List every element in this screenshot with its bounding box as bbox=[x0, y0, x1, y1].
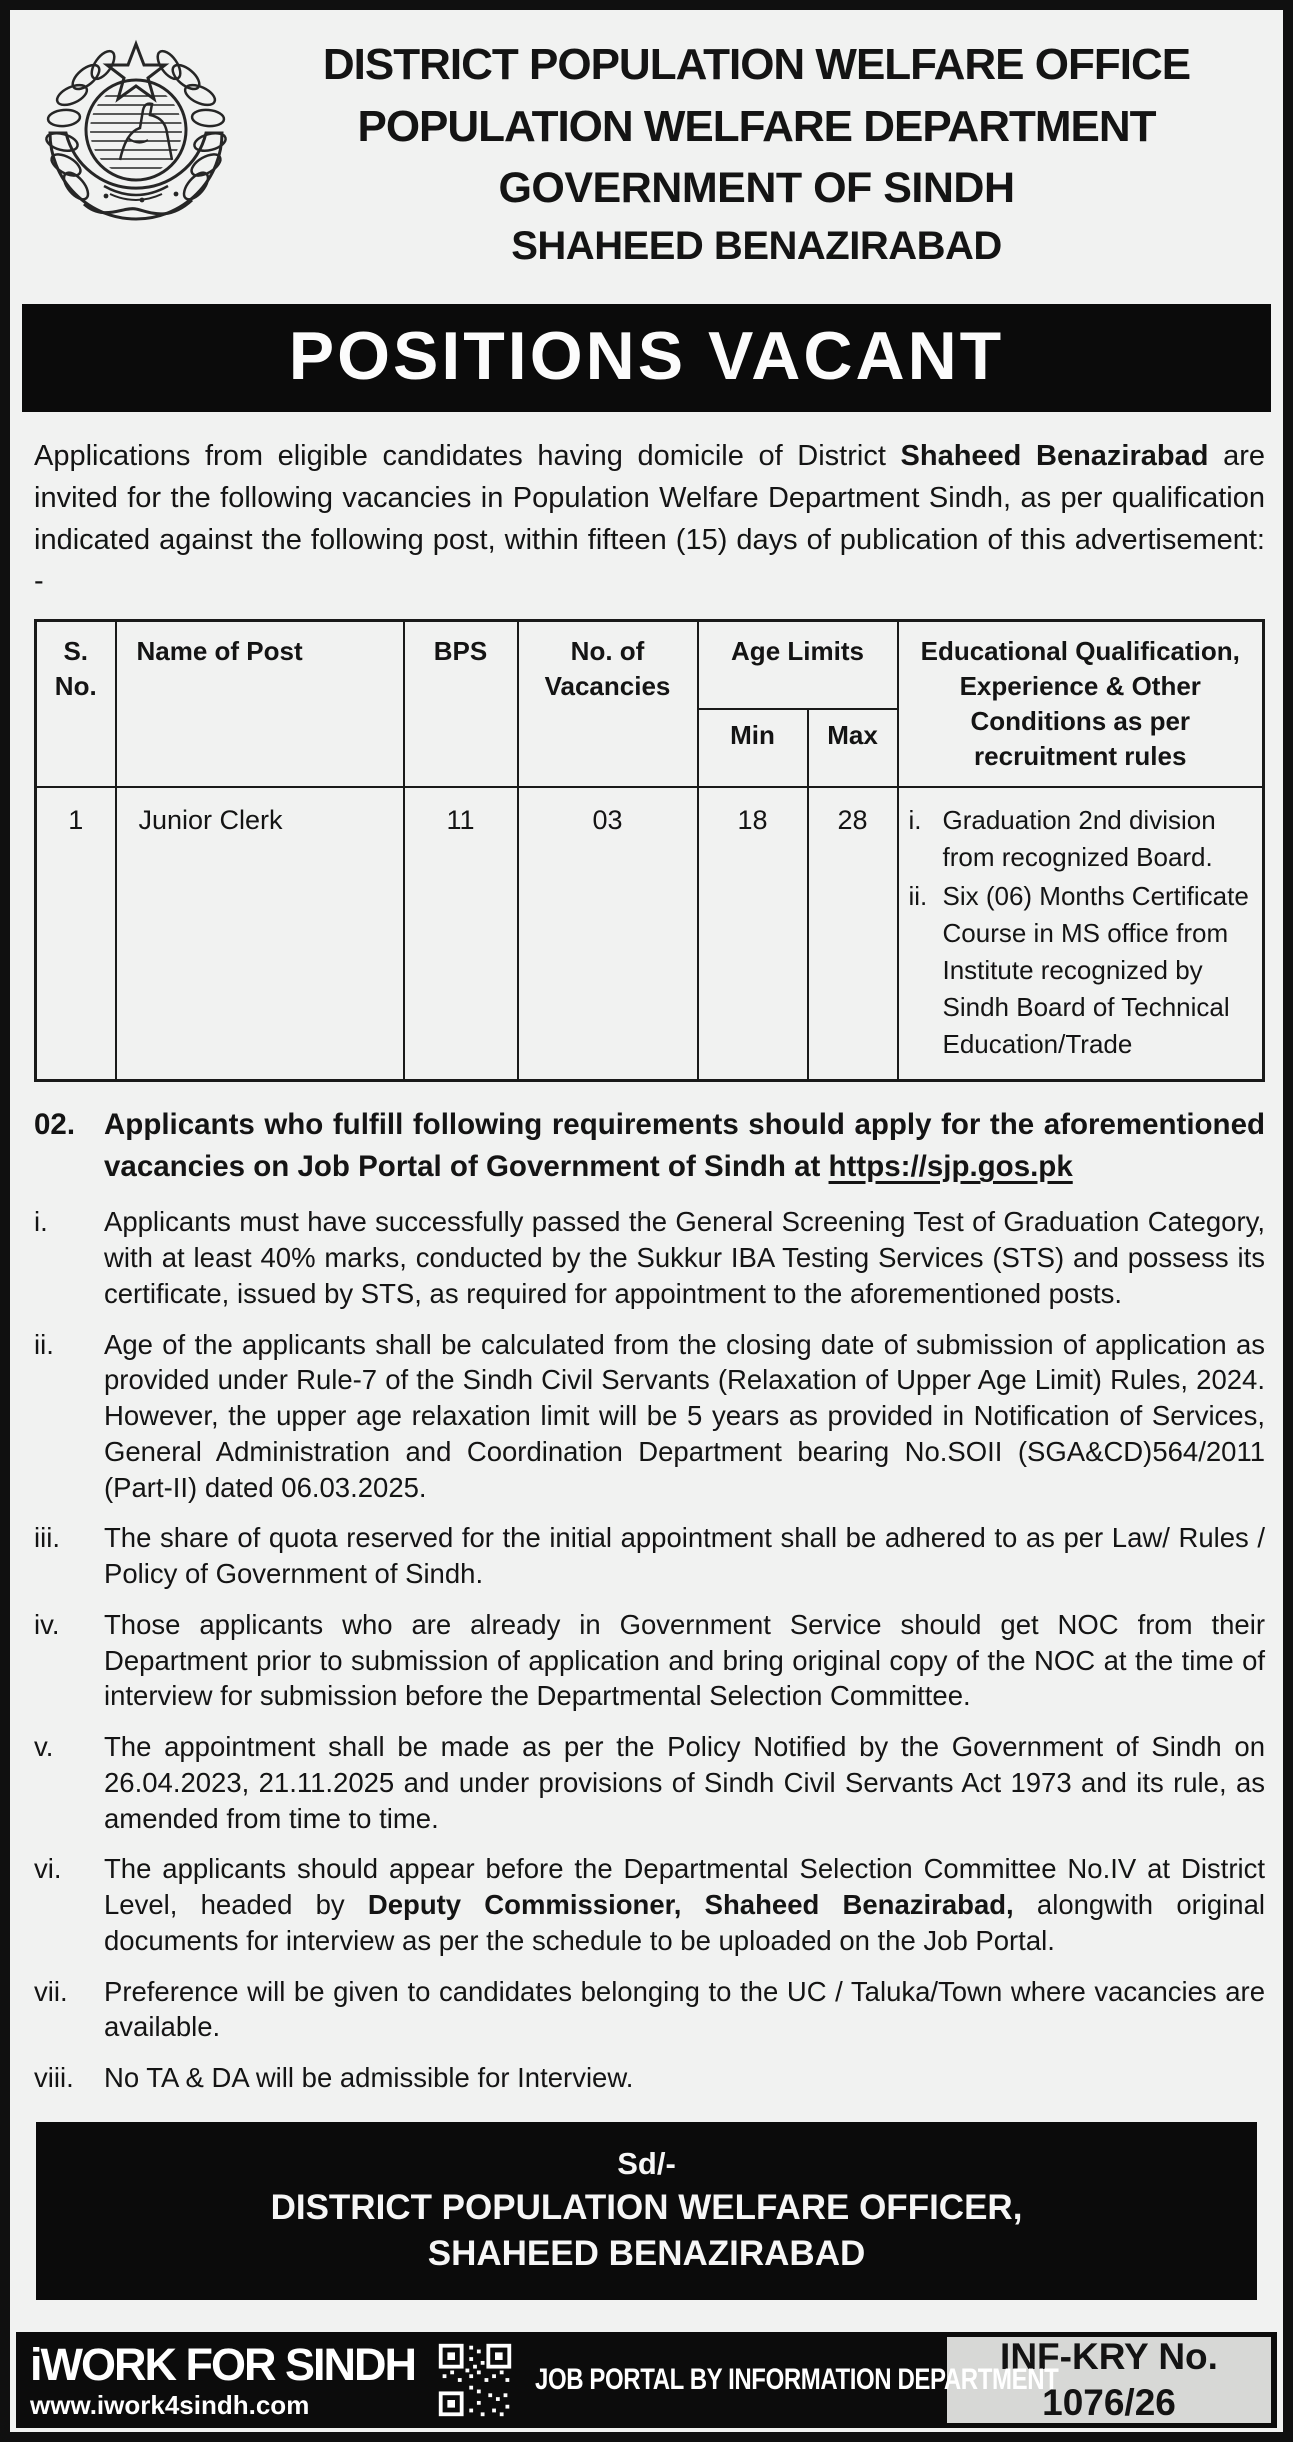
qualification-item-text: Graduation 2nd division from recognized Board. bbox=[942, 805, 1216, 873]
col-header-min: Min bbox=[698, 709, 808, 788]
col-header-vacancies: No. of Vacancies bbox=[518, 621, 698, 788]
condition-pre: Preference will be given to candidates belonging to the UC / Taluka/Town where vacancies are available. bbox=[104, 1975, 1265, 2043]
condition-post: alongwith original documents for interview as per the schedule to be uploaded on the Job Portal. bbox=[104, 1889, 1265, 1956]
condition-item-vi bbox=[34, 1851, 1265, 1958]
cell-age-min: 18 bbox=[698, 787, 808, 1080]
cell-sno: 1 bbox=[36, 787, 116, 1080]
condition-text bbox=[104, 1520, 1265, 1592]
condition-item-i bbox=[34, 1204, 1265, 1311]
government-of-sindh-emblem-icon bbox=[36, 38, 236, 281]
qualification-item-text: Six (06) Months Certificate Course in MS office from Institute recognized by Sindh Board of Technical Education/Trade bbox=[942, 881, 1249, 1059]
col-header-qualification: Educational Qualification, Experience & Other Conditions as per recruitment rules bbox=[898, 621, 1264, 788]
para-02-body: Applicants who fulfill following requirements should apply for the aforementioned vacancies on Job Portal of Government of Sindh at bbox=[104, 1107, 1265, 1184]
iwork-website-link[interactable]: www.iwork4sindh.com bbox=[30, 2390, 310, 2420]
condition-pre: No TA & DA will be admissible for Interview. bbox=[104, 2062, 634, 2093]
footer-tagline: JOB PORTAL BY INFORMATION DEPARTMENT bbox=[534, 2363, 1059, 2396]
signature-officer: DISTRICT POPULATION WELFARE OFFICER, bbox=[270, 2188, 1023, 2228]
positions-vacant-banner: POSITIONS VACANT bbox=[22, 304, 1271, 412]
condition-item-viii bbox=[34, 2060, 1265, 2096]
cell-qualification bbox=[898, 787, 1264, 1080]
org-line-2: POPULATION WELFARE DEPARTMENT bbox=[357, 102, 1156, 152]
condition-num: iv. bbox=[34, 1608, 60, 1640]
header bbox=[10, 34, 1283, 286]
condition-num: iii. bbox=[34, 1522, 60, 1554]
condition-item-iii bbox=[34, 1520, 1265, 1592]
condition-num: v. bbox=[34, 1731, 54, 1762]
condition-text bbox=[104, 1851, 1265, 1958]
condition-item-v bbox=[34, 1729, 1265, 1836]
para-02-number: 02. bbox=[34, 1107, 76, 1141]
condition-num: vi. bbox=[34, 1853, 62, 1885]
condition-num: ii. bbox=[34, 1328, 54, 1360]
col-header-bps: BPS bbox=[404, 621, 518, 788]
cell-post: Junior Clerk bbox=[116, 787, 404, 1080]
cell-age-max: 28 bbox=[808, 787, 898, 1080]
para-02-text bbox=[104, 1104, 1265, 1190]
condition-text bbox=[104, 2060, 1265, 2096]
table-row bbox=[36, 787, 1264, 1080]
condition-num: vii. bbox=[34, 1975, 68, 2007]
condition-pre: Those applicants who are already in Government Service should get NOC from their Department prior to submission of application and bring original copy of the NOC at the time of interview for submission before the Departmental Selection Committee. bbox=[104, 1608, 1265, 1712]
organization-title bbox=[230, 34, 1283, 275]
col-header-age-limits: Age Limits bbox=[698, 621, 898, 709]
org-line-4: SHAHEED BENAZIRABAD bbox=[511, 223, 1002, 268]
condition-text bbox=[104, 1607, 1265, 1714]
condition-pre: Age of the applicants shall be calculated from the closing date of submission of application as provided under Rule-7 of the Sindh Civil Servants (Relaxation of Upper Age Limit) Rules, 2024. However, the upper age relaxation limit will be 5 years as provided in Notification of Services, General Administration and Coordination Department bearing No.SOII (SGA&CD)564/2011 (Part-II) dated 06.03.2025. bbox=[104, 1328, 1265, 1503]
condition-item-iv bbox=[34, 1607, 1265, 1714]
condition-text bbox=[104, 1327, 1265, 1506]
org-line-1: DISTRICT POPULATION WELFARE OFFICE bbox=[322, 40, 1191, 89]
signature-sd: Sd/- bbox=[617, 2145, 676, 2181]
sjp-portal-link[interactable]: https://sjp.gos.pk bbox=[828, 1150, 1073, 1184]
qualification-item bbox=[909, 802, 1255, 876]
condition-text bbox=[104, 1729, 1265, 1836]
condition-pre: Applicants must have successfully passed the General Screening Test of Graduation Category, with at least 40% marks, conducted by the Sukkur IBA Testing Services (STS) and possess its certificate, issued by STS, as required for appointment to the aforementioned posts. bbox=[104, 1206, 1265, 1309]
inf-number: 1076/26 bbox=[1042, 2382, 1176, 2423]
inf-label: INF-KRY No. bbox=[1000, 2335, 1218, 2377]
intro-part2: are invited for the following vacancies in Population Welfare Department Sindh, as per qualification indicated against the following post, within fifteen (15) days of publication of this advertisement: - bbox=[34, 440, 1265, 598]
condition-item-ii bbox=[34, 1327, 1265, 1506]
condition-bold: Deputy Commissioner, Shaheed Benazirabad, bbox=[367, 1889, 1014, 1920]
intro-paragraph bbox=[34, 436, 1265, 603]
intro-bold-district: Shaheed Benazirabad bbox=[900, 440, 1209, 472]
iwork-brand-block bbox=[30, 2339, 415, 2420]
footer-bar bbox=[16, 2332, 1277, 2428]
qualification-item bbox=[909, 878, 1255, 1063]
qualification-item-num: ii. bbox=[908, 881, 928, 912]
condition-pre: The appointment shall be made as per the Policy Notified by the Government of Sindh on 26.04.2023, 21.11.2025 and under provisions of Sindh Civil Servants Act 1973 and its rule, as amended from time to time. bbox=[104, 1731, 1265, 1834]
condition-text bbox=[104, 1204, 1265, 1311]
condition-num: viii. bbox=[34, 2062, 74, 2093]
condition-pre: The applicants should appear before the Departmental Selection Committee No.IV at District Level, headed by bbox=[104, 1853, 1265, 1920]
cell-vacancies: 03 bbox=[518, 787, 698, 1080]
col-header-max: Max bbox=[808, 709, 898, 788]
para-02 bbox=[34, 1104, 1265, 1190]
condition-pre: The share of quota reserved for the initial appointment shall be adhered to as per Law/ Rules / Policy of Government of Sindh. bbox=[104, 1522, 1265, 1589]
vacancy-table bbox=[34, 619, 1265, 1082]
signature-block bbox=[36, 2122, 1257, 2300]
iwork-brand: iWORK FOR SINDH bbox=[30, 2339, 415, 2390]
condition-text bbox=[104, 1974, 1265, 2046]
cell-bps: 11 bbox=[404, 787, 518, 1080]
intro-part1: Applications from eligible candidates having domicile of District bbox=[34, 440, 901, 472]
condition-num: i. bbox=[34, 1206, 48, 1238]
org-line-3: GOVERNMENT OF SINDH bbox=[498, 163, 1015, 212]
footer-left-panel bbox=[16, 2332, 1059, 2428]
col-header-post: Name of Post bbox=[116, 621, 404, 788]
col-header-sno: S. No. bbox=[36, 621, 116, 788]
vacancy-table-wrap bbox=[34, 619, 1265, 1082]
condition-item-vii bbox=[34, 1974, 1265, 2046]
signature-district: SHAHEED BENAZIRABAD bbox=[427, 2233, 866, 2273]
qr-code-icon bbox=[435, 2340, 515, 2420]
qualification-item-num: i. bbox=[908, 805, 922, 836]
